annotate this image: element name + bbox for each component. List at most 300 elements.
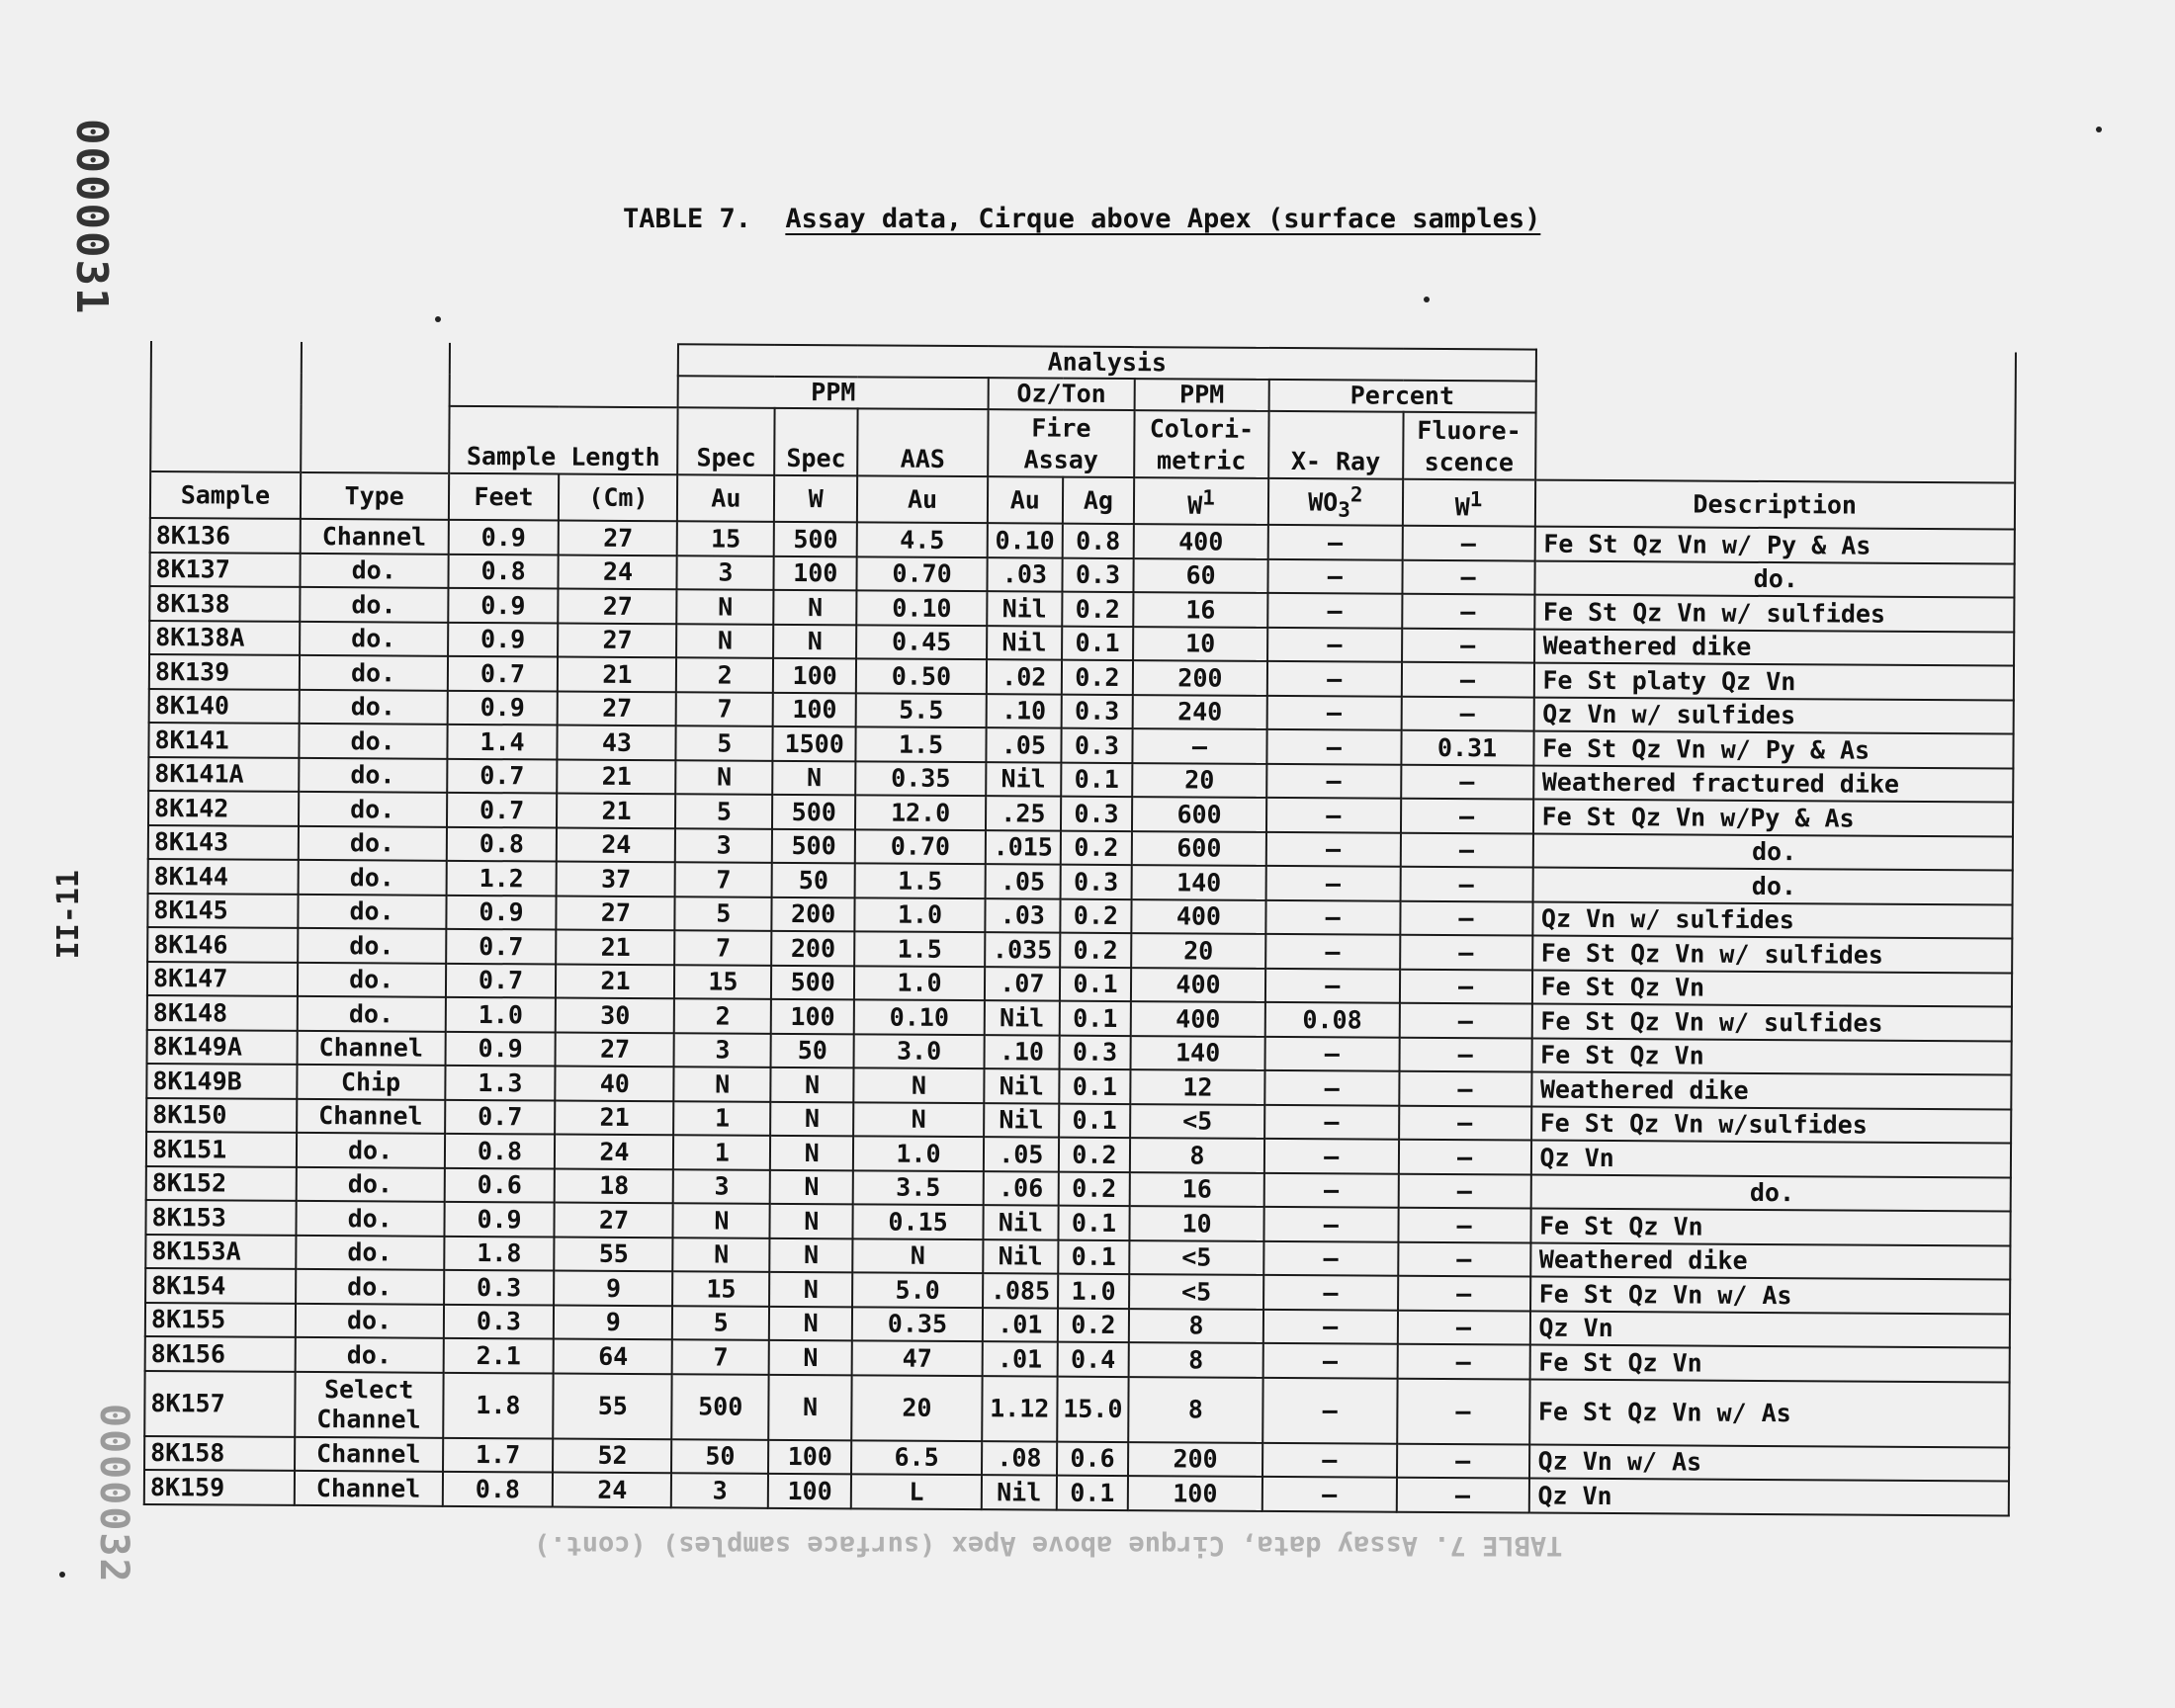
cell-spec-au: N — [674, 1068, 771, 1102]
scan-speck — [59, 1572, 65, 1578]
cell-fire-assay-au: .07 — [985, 967, 1060, 1001]
cell-fire-assay-ag: 0.3 — [1061, 694, 1132, 728]
cell-spec-au: 15 — [677, 522, 774, 556]
table-title-label: TABLE — [623, 204, 704, 234]
cell-aas-au: N — [852, 1238, 983, 1273]
cell-sample: 8K139 — [149, 654, 300, 689]
cell-sample: 8K137 — [149, 553, 300, 587]
cell-cm: 21 — [557, 794, 675, 828]
cell-spec-w: N — [770, 1238, 853, 1273]
cell-feet: 0.8 — [448, 555, 559, 589]
cell-description: do. — [1534, 560, 2015, 597]
cell-feet: 0.9 — [448, 623, 559, 657]
cell-spec-w: 500 — [772, 795, 855, 829]
header-blank-type — [301, 342, 450, 473]
cell-fire-assay-ag: 0.2 — [1060, 898, 1131, 933]
cell-type: do. — [300, 622, 448, 656]
cell-type: Select Channel — [295, 1372, 443, 1438]
cell-cm: 9 — [554, 1305, 672, 1339]
cell-type: do. — [297, 996, 445, 1031]
cell-fire-assay-au: Nil — [985, 1000, 1060, 1035]
cell-xray-wo3: – — [1262, 1378, 1397, 1444]
cell-cm: 24 — [555, 1135, 673, 1169]
cell-type: do. — [300, 655, 448, 690]
header-feet: Feet — [448, 473, 559, 521]
cell-xray-wo3: – — [1265, 969, 1400, 1003]
cell-type: do. — [296, 1304, 444, 1338]
cell-type: Channel — [297, 1099, 445, 1134]
cell-fluorescence-w: – — [1398, 1276, 1530, 1311]
cell-colorimetric-w: 200 — [1133, 660, 1267, 695]
cell-fluorescence-w: – — [1401, 765, 1533, 800]
header-description: Description — [1534, 480, 2015, 530]
cell-fire-assay-ag: 0.1 — [1059, 1103, 1130, 1138]
cell-xray-wo3: – — [1264, 1173, 1399, 1208]
cell-xray-wo3: – — [1264, 1139, 1399, 1173]
cell-fire-assay-ag: 0.2 — [1062, 660, 1133, 695]
cell-colorimetric-w: – — [1132, 728, 1266, 763]
cell-xray-wo3: – — [1265, 866, 1400, 900]
cell-sample: 8K149A — [147, 1030, 298, 1065]
cell-fire-assay-ag: 0.1 — [1057, 1476, 1128, 1510]
cell-fire-assay-au: .05 — [986, 728, 1061, 763]
cell-aas-au: 12.0 — [855, 796, 986, 830]
header-blank-length — [449, 343, 678, 407]
cell-type: do. — [298, 860, 446, 895]
cell-aas-au: 4.5 — [857, 523, 988, 557]
cell-xray-wo3: – — [1263, 1207, 1398, 1241]
header-sample-length: Sample Length — [449, 406, 678, 474]
cell-xray-wo3: – — [1268, 525, 1403, 559]
cell-spec-w: 100 — [774, 556, 857, 591]
cell-xray-wo3: – — [1264, 1070, 1399, 1105]
cell-spec-au: 7 — [672, 1340, 769, 1375]
cell-feet: 0.7 — [447, 793, 558, 827]
cell-type: do. — [296, 1167, 444, 1202]
cell-fire-assay-au: .02 — [987, 660, 1062, 695]
cell-feet: 0.6 — [444, 1168, 555, 1203]
cell-type: do. — [299, 724, 447, 758]
cell-aas-au: 0.15 — [853, 1205, 984, 1239]
cell-aas-au: 1.5 — [854, 932, 985, 967]
cell-description: Weathered dike — [1534, 629, 2015, 665]
header-unit-color-w — [1134, 477, 1268, 525]
cell-fluorescence-w: – — [1397, 1379, 1529, 1445]
cell-spec-w: N — [770, 1170, 853, 1205]
cell-xray-wo3: – — [1263, 1241, 1398, 1276]
cell-feet: 0.8 — [444, 1134, 555, 1168]
cell-spec-w: N — [770, 1204, 853, 1238]
cell-colorimetric-w: 16 — [1130, 1172, 1264, 1207]
cell-aas-au: 1.0 — [853, 1137, 984, 1171]
cell-fire-assay-ag: 0.1 — [1060, 967, 1131, 1001]
cell-description: Fe St platy Qz Vn — [1533, 663, 2014, 700]
cell-fire-assay-ag: 0.3 — [1059, 1035, 1130, 1069]
cell-spec-w: 200 — [771, 931, 854, 966]
cell-aas-au: 0.50 — [856, 659, 987, 694]
header-unit-aas-au: Au — [857, 475, 988, 523]
cell-feet: 0.8 — [442, 1472, 553, 1506]
cell-fire-assay-ag: 0.4 — [1057, 1342, 1128, 1377]
cell-fluorescence-w: – — [1402, 526, 1534, 560]
cell-spec-w: 100 — [768, 1474, 851, 1508]
cell-fire-assay-ag: 0.1 — [1058, 1206, 1129, 1240]
cell-xray-wo3: – — [1263, 1275, 1398, 1310]
cell-sample: 8K148 — [147, 995, 298, 1030]
cell-fire-assay-au: .085 — [983, 1273, 1058, 1308]
cell-fire-assay-au: Nil — [986, 762, 1061, 797]
cell-sample: 8K159 — [144, 1470, 295, 1504]
cell-fluorescence-w: – — [1397, 1311, 1529, 1345]
cell-spec-w: N — [770, 1136, 853, 1170]
cell-type: do. — [298, 963, 446, 997]
cell-type: do. — [298, 928, 446, 963]
cell-sample: 8K143 — [148, 825, 299, 860]
cell-spec-au: N — [676, 624, 773, 658]
header-unit-fluor-w — [1402, 479, 1534, 527]
cell-description: Qz Vn w/ sulfides — [1533, 697, 2014, 733]
header-xray: X- Ray — [1268, 411, 1403, 479]
cell-description: Qz Vn — [1529, 1311, 2010, 1347]
cell-feet: 1.3 — [445, 1066, 556, 1100]
header-unit-fluor-w-text: W — [1454, 491, 1470, 521]
cell-spec-au: 500 — [672, 1374, 769, 1440]
cell-sample: 8K153A — [145, 1235, 296, 1269]
cell-fire-assay-au: Nil — [982, 1475, 1057, 1509]
cell-description: do. — [1532, 868, 2013, 904]
cell-sample: 8K155 — [145, 1303, 296, 1337]
cell-spec-au: N — [677, 590, 774, 625]
cell-fire-assay-ag: 0.1 — [1060, 1001, 1131, 1036]
cell-spec-au: 50 — [671, 1439, 768, 1474]
cell-spec-au: 3 — [674, 1033, 771, 1068]
header-ppm-colorimetric: PPM — [1135, 379, 1269, 411]
header-ppm: PPM — [678, 376, 989, 409]
cell-description: Fe St Qz Vn — [1531, 970, 2012, 1006]
cell-colorimetric-w: 16 — [1133, 592, 1267, 627]
cell-description: Qz Vn — [1528, 1479, 2009, 1515]
header-unit-fa-au: Au — [988, 476, 1063, 524]
table-body — [144, 518, 2015, 1515]
cell-fluorescence-w: – — [1400, 867, 1532, 901]
cell-sample: 8K142 — [148, 791, 299, 825]
header-unit-wo3 — [1268, 478, 1403, 526]
header-sample: Sample — [150, 471, 301, 519]
cell-type: do. — [299, 690, 447, 725]
cell-xray-wo3: – — [1267, 628, 1402, 662]
cell-aas-au: 0.70 — [857, 556, 988, 591]
cell-description: Fe St Qz Vn w/sulfides — [1531, 1106, 2012, 1143]
cell-cm: 27 — [555, 1203, 673, 1238]
cell-spec-w: 100 — [773, 658, 856, 693]
cell-fire-assay-ag: 0.3 — [1061, 797, 1132, 831]
cell-cm: 21 — [558, 657, 676, 692]
header-fluorescence: Fluore- scence — [1403, 412, 1535, 480]
cell-colorimetric-w: 8 — [1129, 1309, 1263, 1343]
cell-xray-wo3: – — [1262, 1477, 1397, 1511]
cell-xray-wo3: – — [1264, 1105, 1399, 1140]
header-cm: (Cm) — [559, 474, 677, 522]
cell-fire-assay-ag: 0.2 — [1062, 592, 1133, 627]
cell-fire-assay-au: .015 — [986, 830, 1061, 865]
cell-aas-au: L — [851, 1475, 982, 1509]
cell-sample: 8K151 — [146, 1132, 297, 1166]
cell-cm: 27 — [559, 623, 677, 657]
cell-spec-au: N — [673, 1238, 770, 1272]
cell-fluorescence-w: – — [1396, 1478, 1528, 1512]
cell-fire-assay-ag: 0.1 — [1061, 762, 1132, 797]
cell-aas-au: 3.5 — [853, 1170, 984, 1205]
header-unit-color-w-text: W — [1187, 490, 1203, 520]
cell-cm: 55 — [555, 1237, 673, 1271]
cell-fire-assay-au: .01 — [983, 1308, 1058, 1342]
table-row — [144, 1371, 2009, 1448]
cell-description: Fe St Qz Vn w/ Py & As — [1533, 731, 2014, 768]
scan-speck — [435, 316, 441, 322]
cell-spec-au: 5 — [675, 897, 772, 931]
cell-xray-wo3: – — [1267, 559, 1402, 594]
cell-description: Fe St Qz Vn w/ sulfides — [1532, 936, 2013, 973]
cell-aas-au: 1.5 — [856, 727, 987, 762]
cell-description: Fe St Qz Vn — [1529, 1345, 2010, 1382]
cell-aas-au: 0.35 — [852, 1307, 983, 1341]
cell-feet: 1.2 — [446, 861, 557, 896]
cell-xray-wo3: – — [1263, 1310, 1398, 1344]
cell-xray-wo3: – — [1266, 764, 1401, 799]
cell-fluorescence-w: – — [1397, 1344, 1529, 1379]
cell-cm: 27 — [556, 1032, 674, 1067]
cell-fluorescence-w: – — [1398, 1242, 1530, 1277]
header-unit-wo3-text: WO — [1308, 487, 1339, 517]
cell-fluorescence-w: – — [1402, 594, 1534, 629]
cell-xray-wo3: – — [1265, 934, 1400, 969]
cell-colorimetric-w: 140 — [1132, 865, 1266, 899]
header-unit-spec-w: W — [774, 475, 857, 523]
header-blank-sample — [150, 341, 302, 472]
header-oz-ton: Oz/Ton — [988, 378, 1134, 410]
table-title-number: 7. — [719, 204, 752, 234]
cell-cm: 40 — [556, 1067, 674, 1101]
cell-fluorescence-w: – — [1402, 560, 1534, 595]
cell-aas-au: 47 — [852, 1341, 983, 1376]
cell-sample: 8K157 — [144, 1371, 295, 1437]
cell-sample: 8K146 — [147, 927, 298, 962]
cell-spec-au: 5 — [675, 795, 772, 829]
side-document-id-bleed: 0000032 — [91, 1404, 136, 1584]
cell-fire-assay-ag: 0.2 — [1060, 933, 1131, 968]
assay-table — [143, 340, 2017, 1516]
cell-spec-au: 2 — [674, 999, 771, 1034]
cell-colorimetric-w: 8 — [1129, 1342, 1263, 1377]
cell-description: Fe St Qz Vn w/ As — [1529, 1379, 2010, 1447]
cell-aas-au: 6.5 — [851, 1440, 982, 1475]
cell-sample: 8K138 — [149, 586, 300, 621]
header-type: Type — [301, 472, 449, 520]
cell-colorimetric-w: 200 — [1128, 1442, 1262, 1477]
cell-fire-assay-au: .10 — [984, 1035, 1059, 1069]
cell-spec-au: 7 — [675, 863, 772, 897]
cell-feet: 2.1 — [443, 1338, 554, 1373]
cell-aas-au: 0.10 — [856, 591, 987, 626]
cell-type: do. — [300, 587, 448, 622]
cell-spec-au: 7 — [676, 692, 773, 726]
scan-speck — [2096, 127, 2102, 132]
table-title-text: Assay data, Cirque above Apex (surface samples) — [785, 204, 1541, 234]
header-unit-wo3-sub: 3 — [1338, 497, 1350, 522]
cell-colorimetric-w: 400 — [1131, 968, 1265, 1002]
cell-spec-au: N — [673, 1204, 770, 1238]
cell-sample: 8K150 — [146, 1098, 297, 1133]
cell-type: do. — [299, 826, 447, 861]
cell-sample: 8K141 — [148, 723, 299, 757]
cell-fluorescence-w: – — [1399, 1038, 1531, 1072]
cell-spec-w: 50 — [772, 863, 855, 897]
cell-fire-assay-ag: 0.3 — [1061, 728, 1132, 763]
cell-xray-wo3: 0.08 — [1265, 1002, 1400, 1037]
cell-description: Weathered fractured dike — [1533, 765, 2014, 802]
cell-fluorescence-w: – — [1398, 1208, 1530, 1242]
cell-type: do. — [300, 554, 448, 588]
cell-description: Fe St Qz Vn — [1531, 1038, 2012, 1074]
header-spec-w: Spec — [774, 408, 857, 476]
cell-sample: 8K140 — [149, 689, 300, 724]
cell-fire-assay-au: .08 — [982, 1441, 1057, 1476]
cell-colorimetric-w: 600 — [1132, 831, 1266, 866]
cell-fire-assay-au: .01 — [982, 1341, 1057, 1376]
cell-spec-w: N — [773, 625, 856, 659]
cell-xray-wo3: – — [1266, 729, 1401, 764]
cell-colorimetric-w: 600 — [1132, 797, 1266, 831]
cell-spec-w: 50 — [771, 1034, 854, 1068]
cell-type: do. — [296, 1236, 444, 1270]
cell-fire-assay-au: .05 — [985, 864, 1060, 898]
cell-fluorescence-w: – — [1400, 833, 1532, 868]
cell-description: do. — [1532, 833, 2013, 870]
cell-colorimetric-w: 400 — [1134, 524, 1268, 558]
cell-spec-au: 3 — [675, 828, 772, 863]
cell-cm: 24 — [557, 827, 675, 862]
cell-feet: 0.7 — [447, 759, 558, 794]
cell-spec-w: N — [769, 1272, 852, 1307]
cell-description: Qz Vn w/ sulfides — [1532, 901, 2013, 938]
cell-feet: 0.7 — [445, 964, 556, 998]
header-analysis: Analysis — [678, 344, 1535, 381]
cell-spec-w: N — [770, 1102, 853, 1137]
cell-type: Channel — [295, 1437, 443, 1472]
cell-cm: 18 — [555, 1168, 673, 1203]
cell-aas-au: 1.0 — [855, 897, 986, 932]
cell-spec-au: 3 — [677, 555, 774, 590]
cell-fluorescence-w: 0.31 — [1401, 730, 1533, 765]
cell-cm: 24 — [553, 1473, 671, 1507]
cell-fluorescence-w: – — [1400, 970, 1532, 1004]
cell-type: Chip — [297, 1065, 445, 1099]
cell-fire-assay-au: .03 — [987, 557, 1062, 592]
cell-description: Fe St Qz Vn w/ Py & As — [1534, 527, 2015, 563]
cell-spec-w: 100 — [773, 693, 856, 727]
cell-colorimetric-w: 140 — [1131, 1036, 1265, 1070]
cell-sample: 8K158 — [144, 1436, 295, 1471]
cell-colorimetric-w: 12 — [1130, 1069, 1264, 1104]
cell-description: Fe St Qz Vn w/Py & As — [1532, 800, 2013, 836]
cell-fire-assay-au: 1.12 — [982, 1376, 1057, 1441]
cell-spec-w: 500 — [774, 522, 857, 556]
cell-colorimetric-w: 60 — [1134, 558, 1268, 593]
cell-fire-assay-ag: 15.0 — [1057, 1376, 1129, 1441]
cell-fluorescence-w: – — [1401, 662, 1533, 697]
cell-fluorescence-w: – — [1399, 1003, 1531, 1038]
cell-cm: 27 — [558, 691, 676, 726]
cell-fire-assay-au: .06 — [984, 1171, 1059, 1206]
header-aas: AAS — [857, 408, 988, 476]
cell-aas-au: 1.0 — [854, 966, 985, 1000]
cell-colorimetric-w: <5 — [1129, 1274, 1263, 1309]
cell-fluorescence-w: – — [1401, 697, 1533, 731]
cell-colorimetric-w: 240 — [1133, 695, 1267, 729]
cell-fire-assay-au: .10 — [986, 694, 1061, 728]
cell-sample: 8K153 — [145, 1200, 296, 1235]
cell-feet: 0.7 — [446, 929, 557, 964]
cell-feet: 0.9 — [446, 896, 557, 930]
cell-spec-au: N — [676, 760, 773, 795]
cell-aas-au: N — [853, 1068, 984, 1103]
cell-sample: 8K154 — [145, 1268, 296, 1303]
cell-xray-wo3: – — [1267, 661, 1402, 696]
cell-fire-assay-ag: 0.2 — [1059, 1138, 1130, 1172]
cell-aas-au: 20 — [851, 1375, 982, 1441]
cell-cm: 9 — [555, 1271, 673, 1306]
cell-aas-au: 0.45 — [856, 625, 987, 659]
cell-cm: 24 — [559, 555, 677, 589]
cell-spec-w: 500 — [772, 829, 855, 864]
cell-fire-assay-au: 0.10 — [988, 524, 1063, 558]
side-document-id: 0000031 — [66, 119, 117, 316]
cell-fire-assay-ag: 0.1 — [1058, 1239, 1129, 1274]
cell-fire-assay-au: .05 — [984, 1137, 1059, 1171]
cell-sample: 8K149B — [146, 1064, 297, 1098]
side-page-number: II-11 — [51, 870, 86, 960]
cell-fire-assay-au: Nil — [983, 1239, 1058, 1274]
cell-description: Qz Vn w/ As — [1528, 1444, 2009, 1481]
cell-type: Channel — [300, 519, 448, 554]
cell-sample: 8K138A — [149, 621, 300, 655]
cell-xray-wo3: – — [1267, 593, 1402, 628]
cell-spec-au: 5 — [672, 1306, 769, 1340]
cell-cm: 21 — [556, 1100, 674, 1135]
cell-colorimetric-w: <5 — [1130, 1104, 1264, 1139]
cell-fire-assay-au: Nil — [984, 1103, 1059, 1138]
cell-feet: 0.9 — [447, 691, 558, 726]
cell-feet: 1.0 — [445, 997, 556, 1032]
cell-spec-au: 7 — [675, 931, 772, 966]
cell-sample: 8K141A — [148, 757, 299, 792]
cell-aas-au: 0.70 — [855, 829, 986, 864]
cell-type: Channel — [295, 1471, 443, 1505]
cell-type: do. — [299, 758, 447, 793]
cell-feet: 1.7 — [443, 1438, 554, 1473]
cell-sample: 8K147 — [147, 962, 298, 996]
cell-fire-assay-au: Nil — [987, 592, 1062, 627]
cell-description: Fe St Qz Vn w/ sulfides — [1534, 595, 2015, 632]
cell-spec-w: 100 — [771, 999, 854, 1034]
cell-fire-assay-ag: 1.0 — [1058, 1274, 1129, 1309]
cell-colorimetric-w: 10 — [1133, 627, 1267, 661]
cell-spec-au: 1 — [673, 1136, 770, 1170]
cell-type: do. — [298, 895, 446, 929]
cell-feet: 0.9 — [444, 1202, 555, 1237]
scan-speck — [1424, 297, 1430, 302]
cell-cm: 27 — [559, 521, 677, 555]
